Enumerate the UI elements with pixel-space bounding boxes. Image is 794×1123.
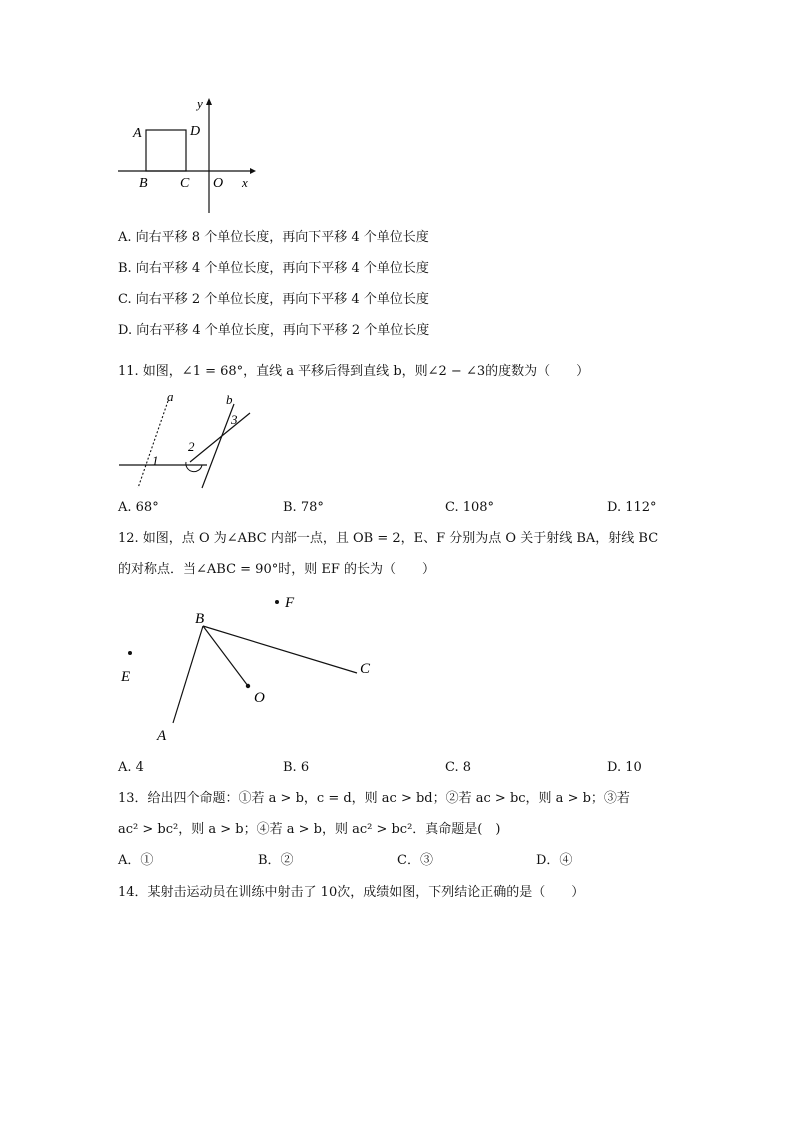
label-b: B	[139, 176, 148, 191]
label-a: a	[167, 389, 174, 404]
ray-ba	[173, 626, 203, 723]
label-o: O	[254, 690, 265, 706]
angle-2-arc	[186, 462, 202, 472]
q11-option-b: B. 78°	[283, 500, 324, 515]
q13-stem-line2: ac² > bc²，则 a > b；④若 a > b，则 ac² > bc²．真命题是( )	[118, 822, 501, 837]
q13-option-b: B．②	[258, 853, 294, 868]
q12-stem-line2: 的对称点．当∠ABC = 90°时，则 EF 的长为（ ）	[118, 562, 435, 577]
label-2: 2	[188, 439, 195, 454]
label-e: E	[121, 669, 131, 685]
label-1: 1	[152, 453, 159, 468]
q11-stem: 11. 如图，∠1 = 68°，直线 a 平移后得到直线 b，则∠2 − ∠3的度数为（ ）	[118, 364, 590, 379]
transversal	[190, 413, 250, 462]
q12-option-d: D. 10	[607, 760, 642, 775]
label-d: D	[190, 124, 201, 139]
y-axis-arrow	[206, 98, 212, 105]
q14-stem: 14．某射击运动员在训练中射击了 10次，成绩如图，下列结论正确的是（ ）	[118, 885, 585, 900]
label-x: x	[242, 175, 248, 190]
segment-ob	[203, 626, 248, 686]
q12-option-b: B. 6	[283, 760, 310, 775]
label-a: A	[133, 126, 142, 141]
line-b	[202, 404, 234, 488]
q11-figure	[115, 388, 260, 493]
q12-stem-line1: 12. 如图，点 O 为∠ABC 内部一点，且 OB = 2，E、F 分别为点 O 关于射线 BA，射线 BC	[118, 531, 659, 546]
label-c: C	[180, 176, 190, 191]
label-a: A	[157, 728, 167, 744]
q11-option-d: D. 112°	[607, 500, 657, 515]
q13-option-c: C．③	[397, 853, 433, 868]
label-b: b	[226, 392, 233, 407]
q11-option-a: A. 68°	[118, 500, 159, 515]
q13-option-d: D．④	[536, 853, 573, 868]
q11-option-c: C. 108°	[445, 500, 495, 515]
q10-option-c: C. 向右平移 2 个单位长度，再向下平移 4 个单位长度	[118, 292, 429, 307]
q12-figure	[110, 588, 385, 748]
q13-option-a: A．①	[118, 853, 154, 868]
label-o: O	[213, 176, 224, 191]
q10-figure	[110, 95, 260, 220]
label-y: y	[197, 96, 203, 111]
point-f	[275, 600, 279, 604]
x-axis-arrow	[250, 168, 256, 174]
q10-option-b: B. 向右平移 4 个单位长度，再向下平移 4 个单位长度	[118, 261, 429, 276]
label-3: 3	[231, 412, 238, 427]
q10-option-d: D. 向右平移 4 个单位长度，再向下平移 2 个单位长度	[118, 323, 430, 338]
q13-stem-line1: 13．给出四个命题：①若 a > b，c = d，则 ac > bd；②若 ac > bc，则 a > b；③若	[118, 791, 630, 806]
label-c: C	[360, 661, 371, 677]
point-o	[246, 684, 250, 688]
q12-option-c: C. 8	[445, 760, 472, 775]
q12-option-a: A. 4	[118, 760, 144, 775]
ray-bc	[203, 626, 357, 673]
line-a-dotted	[138, 401, 168, 488]
label-f: F	[285, 595, 295, 611]
point-e	[128, 651, 132, 655]
rectangle-abcd	[146, 130, 186, 171]
label-b: B	[195, 611, 205, 627]
q10-option-a: A. 向右平移 8 个单位长度，再向下平移 4 个单位长度	[118, 230, 429, 245]
